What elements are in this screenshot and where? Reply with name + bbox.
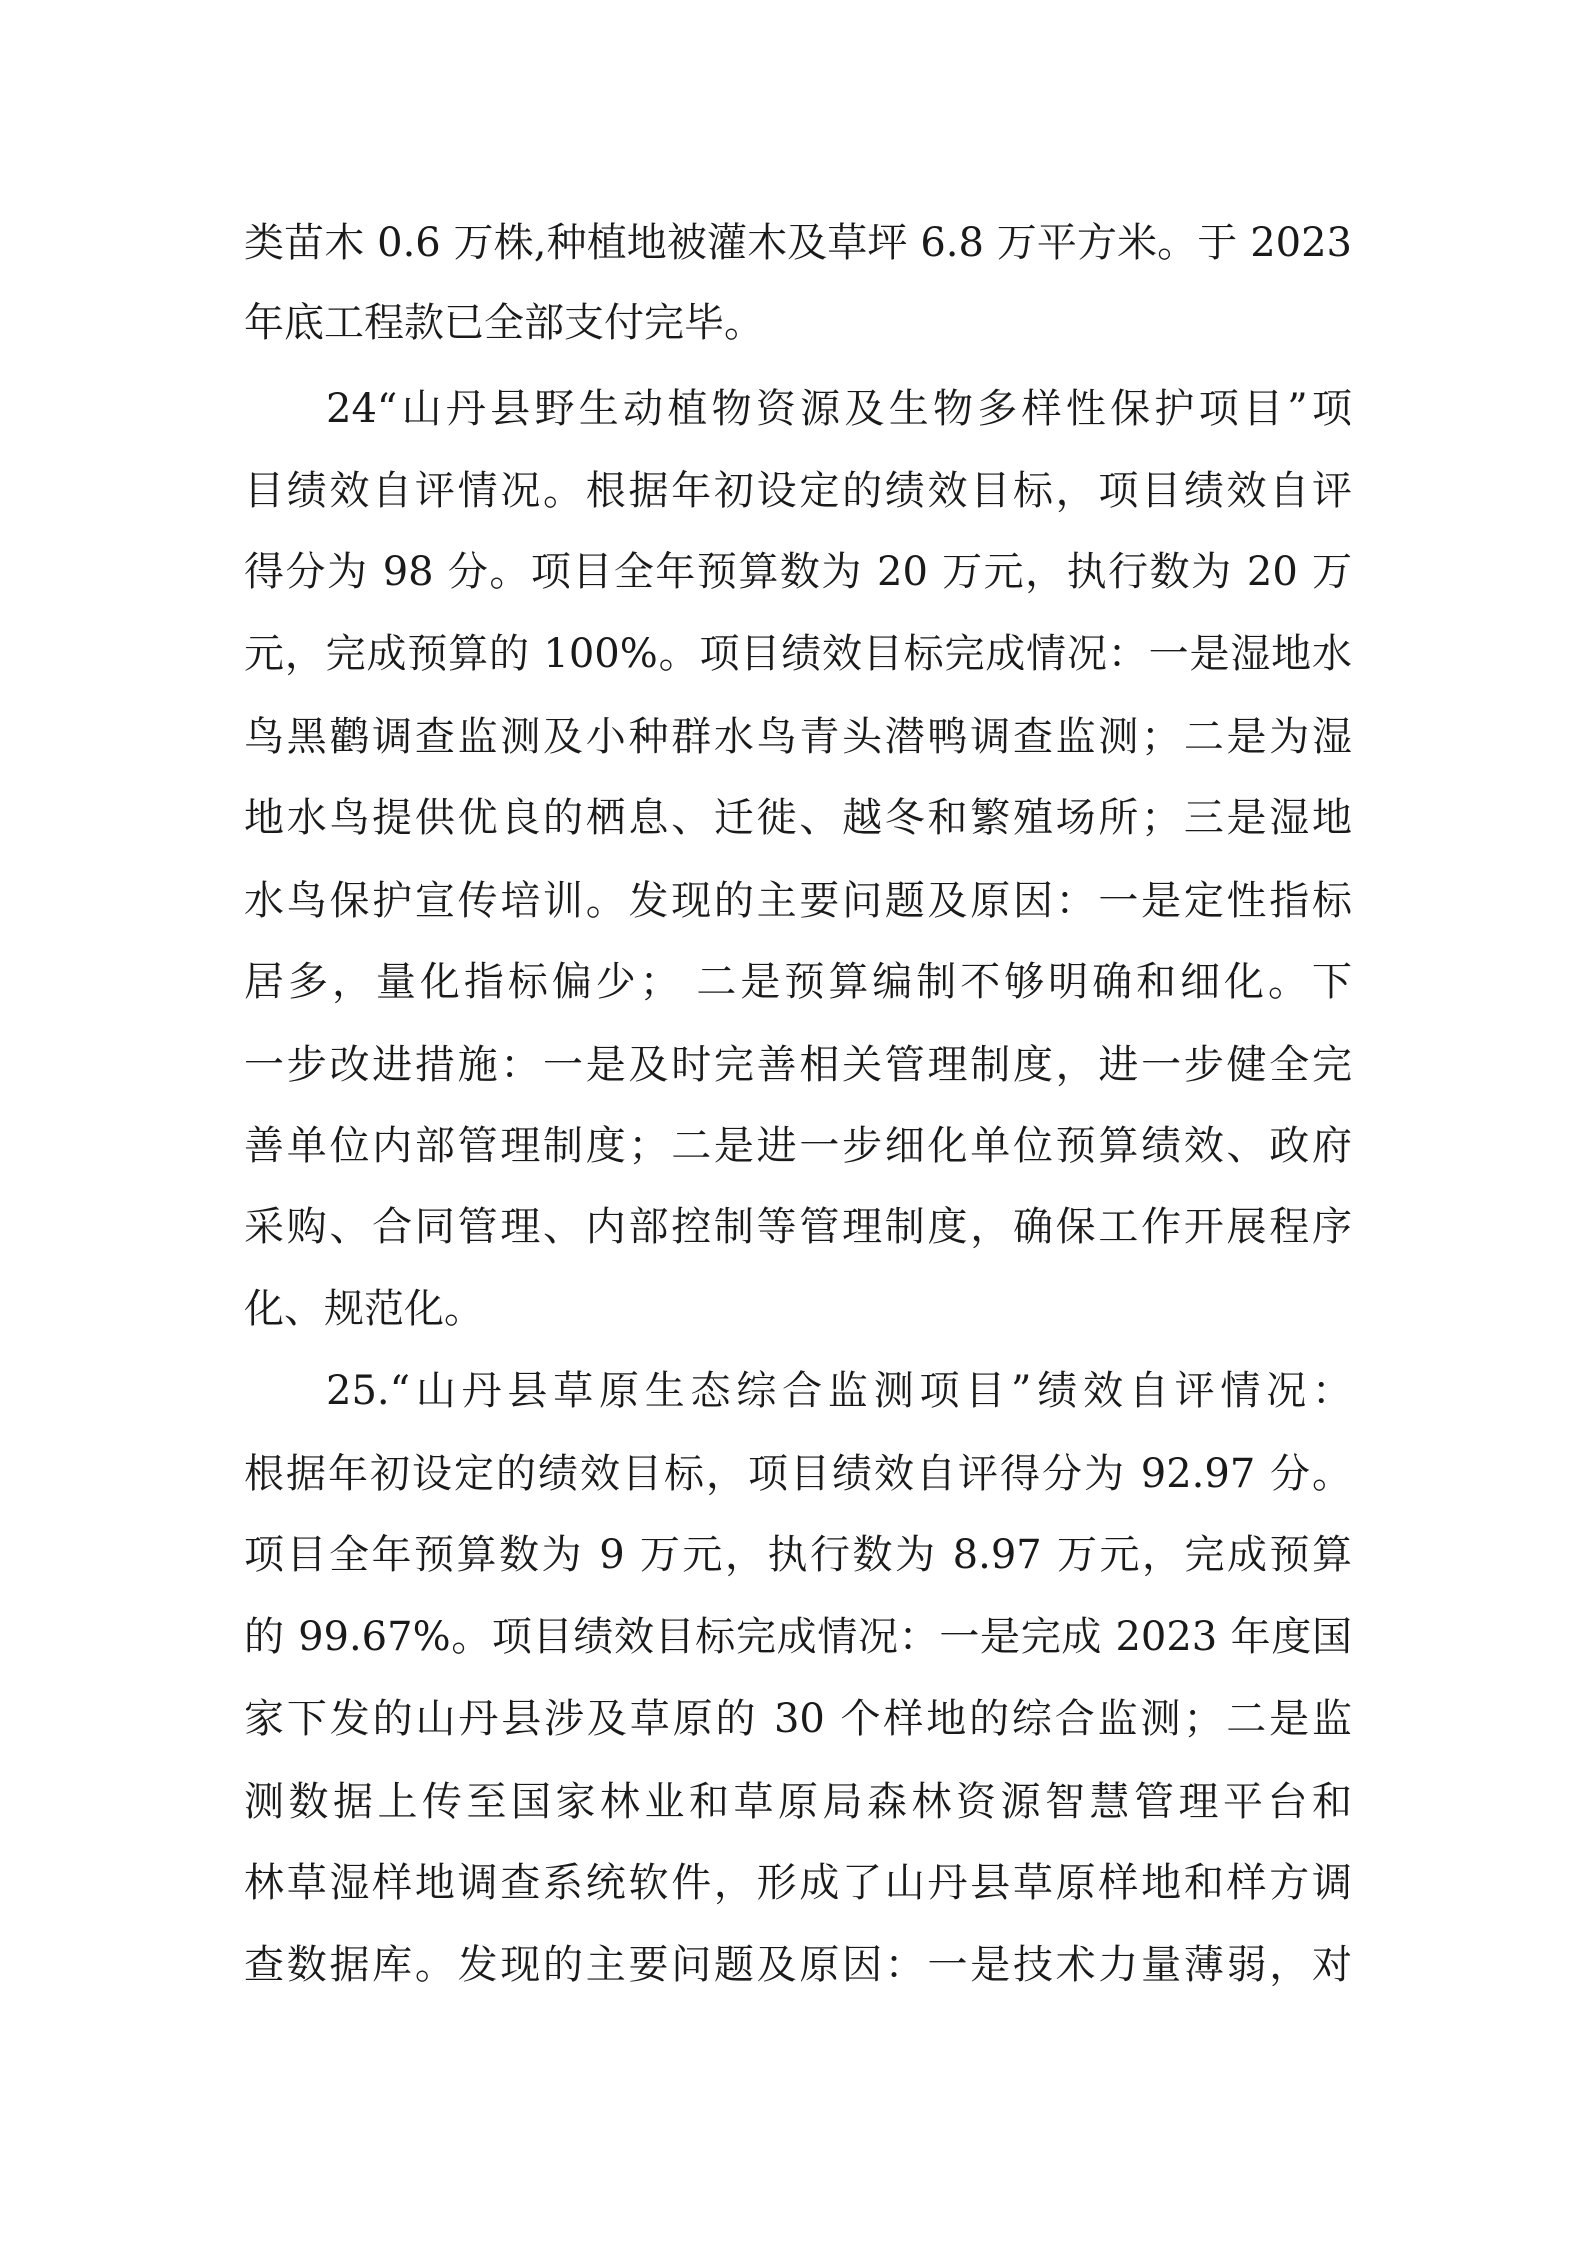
text-line: 善单位内部管理制度；二是进一步细化单位预算绩效、政府 (244, 1123, 1352, 1169)
text-line: 的 99.67%。项目绩效目标完成情况：一是完成 2023 年度国 (244, 1614, 1352, 1660)
text-line: 地水鸟提供优良的栖息、迁徙、越冬和繁殖场所；三是湿地 (244, 795, 1352, 841)
text-line: 家下发的山丹县涉及草原的 30 个样地的综合监测；二是监 (244, 1696, 1352, 1742)
text-line: 得分为 98 分。项目全年预算数为 20 万元，执行数为 20 万 (244, 549, 1352, 595)
text-line: 一步改进措施：一是及时完善相关管理制度，进一步健全完 (244, 1042, 1352, 1088)
text-line: 林草湿样地调查系统软件，形成了山丹县草原样地和样方调 (244, 1860, 1352, 1906)
text-line: 目绩效自评情况。根据年初设定的绩效目标，项目绩效自评 (244, 468, 1352, 514)
text-line: 24“山丹县野生动植物资源及生物多样性保护项目”项 (326, 386, 1352, 432)
text-line: 水鸟保护宣传培训。发现的主要问题及原因：一是定性指标 (244, 878, 1352, 924)
text-line: 查数据库。发现的主要问题及原因：一是技术力量薄弱，对 (244, 1942, 1352, 1988)
text-line: 元，完成预算的 100%。项目绩效目标完成情况：一是湿地水 (244, 631, 1352, 677)
text-line: 年底工程款已全部支付完毕。 (244, 300, 764, 346)
text-line: 类苗木 0.6 万株,种植地被灌木及草坪 6.8 万平方米。于 2023 (244, 220, 1352, 266)
text-line: 采购、合同管理、内部控制等管理制度，确保工作开展程序 (244, 1204, 1352, 1250)
text-line: 化、规范化。 (244, 1286, 484, 1332)
text-line: 居多，量化指标偏少； 二是预算编制不够明确和细化。下 (244, 959, 1352, 1005)
text-line: 测数据上传至国家林业和草原局森林资源智慧管理平台和 (244, 1779, 1352, 1825)
text-line: 项目全年预算数为 9 万元，执行数为 8.97 万元，完成预算 (244, 1532, 1352, 1578)
text-line: 根据年初设定的绩效目标，项目绩效自评得分为 92.97 分。 (244, 1451, 1352, 1497)
text-line: 25.“山丹县草原生态综合监测项目”绩效自评情况： (326, 1368, 1352, 1414)
text-line: 鸟黑鹳调查监测及小种群水鸟青头潜鸭调查监测；二是为湿 (244, 714, 1352, 760)
